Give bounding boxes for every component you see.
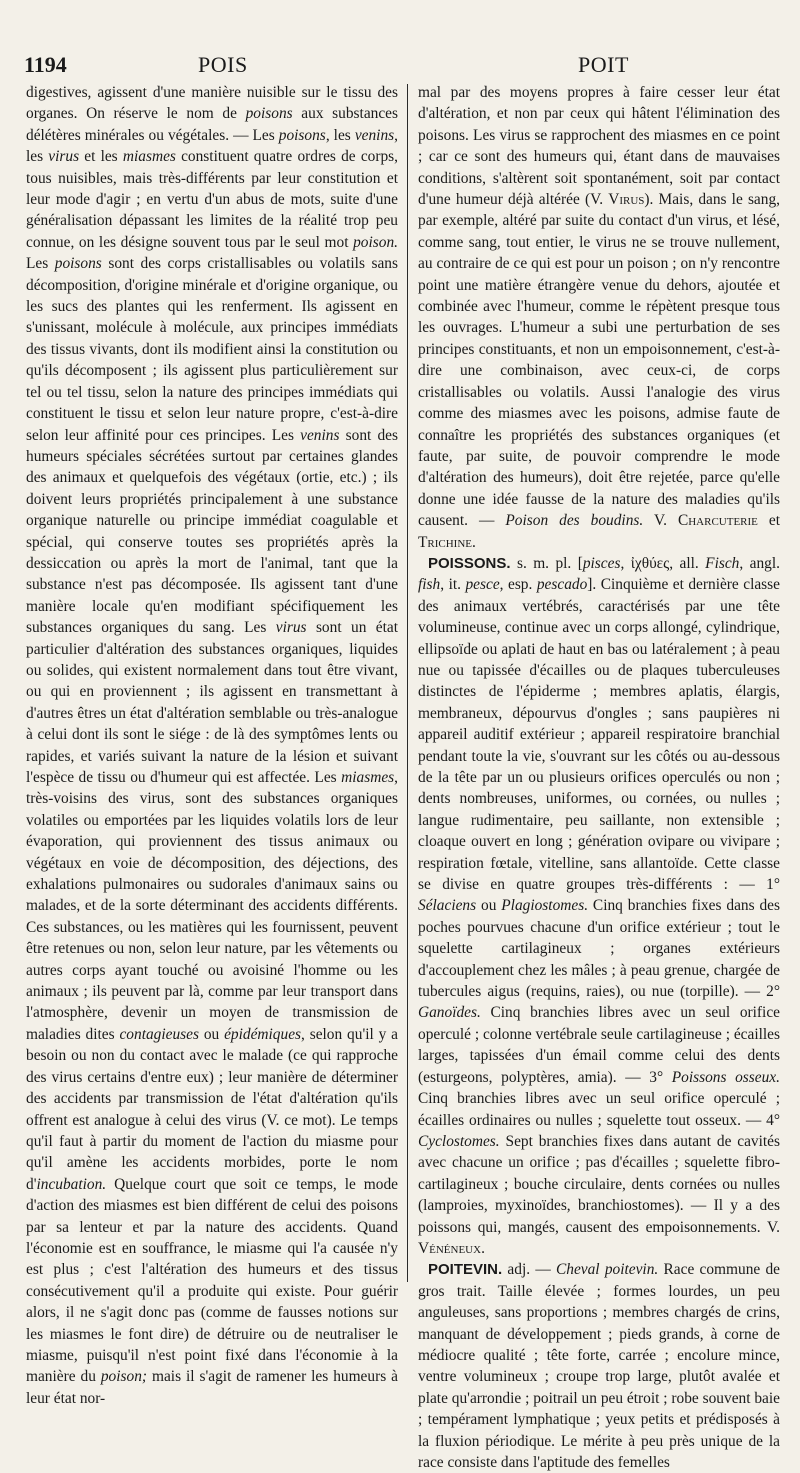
- poisons-continuation-paragraph: mal par des moyens propres à faire cesser leur état d'altération, et non par ceux qui hâtent l'élimination des poisons. Les virus se rapprochent des miasmes en ce point ; car ce sont des humeurs qui, étant dans de mauvaises conditions, s'altèrent soit spontanément, soit par contact d'une humeur déjà altérée (V. Virus). Mais, dans le sang, par exemple, altéré par suite du contact d'un virus, et lésé, comme sang, tout entier, le virus ne se trouve nullement, au contraire de ce qui est pour un poison ; on n'y rencontre point une matière étrangère venue du dehors, ajoutée et combinée avec l'humeur, comme le répètent presque tous les ouvrages. L'humeur a subi une perturbation de ses principes constituants, et non un empoisonnement, c'est-à-dire une combinaison, avec ceux-ci, de corps cristallisables ou volatils. Aussi l'analogie des virus comme des miasmes avec les poisons, admise faute de connaître les propriétés des substances organiques (et faute, par suite, de pouvoir comprendre le mode d'altération des humeurs), doit être rejetée, parce qu'elle donne une idée fausse de la nature des maladies qu'ils causent. — Poison des boudins. V. Charcuterie et Trichine.: [418, 84, 780, 551]
- headword-poitevin: POITEVIN.: [428, 1261, 503, 1279]
- poisons-definition-paragraph: digestives, agissent d'une manière nuisible sur le tissu des organes. On réserve le nom de poisons aux substances délétères minérales ou végétales. — Les poisons, les venins, les virus et les miasmes constituent quatre ordres de corps, tous nuisibles, mais très-différents par leur constitution et leur mode d'agir ; en vertu d'un abus de mots, suite d'une généralisation dépassant les limites de la réalité trop peu connue, on les désigne souvent tous par le seul mot poison. Les poisons sont des corps cristallisables ou volatils sans décomposition, d'origine minérale et d'origine organique, ou les sucs des plantes qui les renferment. Ils agissent en s'unissant, molécule à molécule, aux principes immédiats des tissus vivants, dont ils modifient ainsi la constitution ou qu'ils décomposent ; ils agissent plus particulièrement sur tel ou tel tissu, selon la nature des principes immédiats qui constituent le tissu et selon leur nature propre, c'est-à-dire selon leur affinité pour ces principes. Les venins sont des humeurs spéciales sécrétées surtout par certaines glandes des animaux et quelquefois des végétaux (ortie, etc.) ; ils doivent leurs propriétés principalement à une substance organique naturelle ou principe immédiat coagulable et spécial, qui conserve toutes ses propriétés après la dessiccation ou après la mort de l'animal, tant que la substance n'est pas décomposée. Ils agissent tant d'une manière locale qu'en modifiant spécifiquement les substances organiques du sang. Les virus sont un état particulier d'altération des substances organiques, liquides ou solides, qui existent normalement dans tout être vivant, ou qui en proviennent ; ils agissent en transmettant à d'autres êtres un état d'altération semblable ou très-analogue à celui dont ils sont le siége : de là des symptômes lents ou rapides, et variés suivant la nature de la lésion et suivant l'espèce de tissu ou d'humeur qui est affectée. Les miasmes, très-voisins des virus, sont des substances organiques volatiles ou emportées par les liquides volatils lors de leur évaporation, qui proviennent des tissus animaux ou végétaux en voie de décomposition, des déjections, des exhalations pulmonaires ou sudorales d'animaux sains ou malades, et de la sorte déterminant des accidents différents. Ces substances, ou les matières qui les fournissent, peuvent être retenues ou non, selon leur nature, par les vêtements ou autres corps ayant touché ou avoisiné l'homme ou les animaux ; ils peuvent par là, comme par leur transport dans l'atmosphère, devenir un moyen de transmission de maladies dites contagieuses ou épidémiques, selon qu'il y a besoin ou non du contact avec le malade (ce qui rapproche des virus certains d'entre eux) ; leur manière de déterminer des accidents par transmission de l'état d'altération qu'ils offrent est analogue à celui des virus (V. ce mot). Le temps qu'il faut à partir du moment de l'action du miasme pour qu'il amène les accidents morbides, porte le nom d'incubation. Quelque court que soit ce temps, le mode d'action des miasmes est bien différent de celui des poisons par sa lenteur et par la nature des accidents. Quand l'économie est en souffrance, le miasme qui l'a causée n'y est plus ; c'est l'altération des humeurs et des tissus consécutivement qu'il a produite qui existe. Pour guérir alors, il ne s'agit donc pas (comme de fausses notions sur les miasmes le font dire) de détruire ou de neutraliser le miasme, puisqu'il n'est point fixé dans l'économie à la manière du poison; mais il s'agit de ramener les humeurs à leur état nor-: [26, 84, 399, 1407]
- left-running-head: POIS: [198, 52, 248, 77]
- headword-poissons: POISSONS.: [428, 554, 511, 572]
- entry-poitevin: POITEVIN. adj. — Cheval poitevin. Race commune de gros trait. Taille élevée ; formes lourdes, un peu anguleuses, sans proportions ; membres chargés de crins, manquant de développement ; pieds grands, à corne de médiocre qualité ; tête forte, carrée ; encolure mince, ventre volumineux ; croupe trop large, plutôt avalée et plate qu'arrondie ; poitrail un peu étroit ; robe souvent baie ; tempérament lymphatique ; yeux petits et prédisposés à la fluxion périodique. Le mérite à peu près unique de la race consiste dans l'aptitude des femelles: [418, 1261, 780, 1471]
- right-column: [418, 82, 780, 1473]
- right-running-head: POIT: [578, 52, 629, 77]
- column-divider: [407, 84, 408, 1282]
- entry-poissons: POISSONS. s. m. pl. [pisces, ἰχθύες, all. Fisch, angl. fish, it. pesce, esp. pescado]. Cinquième et dernière classe des animaux vertébrés, caractérisés par une tête volumineuse, continue avec un corps allongé, cylindrique, ellipsoïde ou aplati de haut en bas ou latéralement ; à peau nue ou tapissée d'écailles ou de plaques tuberculeuses distinctes de l'épiderme ; membres aplatis, élargis, membraneux, dépourvus d'ongles ; sans paupières ni appareil auditif extérieur ; appareil respiratoire branchial pendant toute la vie, s'ouvrant sur les côtés ou au-dessous de la tête par un ou plusieurs orifices operculés ou non ; dents nombreuses, uniformes, ou cornées, ou nulles ; langue rudimentaire, peu saillante, non extensible ; cloaque ouvert en long ; génération ovipare ou vivipare ; respiration fœtale, vitelline, sans allantoïde. Cette classe se divise en quatre groupes très-différents : — 1° Sélaciens ou Plagiostomes. Cinq branchies fixes dans des poches pourvues chacune d'un orifice extérieur ; tout le squelette cartilagineux ; organes extérieurs d'accouplement chez les mâles ; à peau grenue, chargée de tubercules aigus (requins, raies), ou nue (torpille). — 2° Ganoïdes. Cinq branchies libres avec un seul orifice operculé ; colonne vertébrale seule cartilagineuse ; écailles larges, tapissées d'un émail comme celui des dents (esturgeons, polyptères, amia). — 3° Poissons osseux. Cinq branchies libres avec un seul orifice operculé ; écailles ordinaires ou nulles ; squelette tout osseux. — 4° Cyclostomes. Sept branchies fixes dans autant de cavités avec chacune un orifice ; pas d'écailles ; squelette fibro-cartilagineux ; bouche circulaire, dents cornées ou nulles (lamproies, myxinoïdes, branchiostomes). — Il y a des poissons qui, mangés, causent des empoisonnements. V. Vénéneux.: [418, 554, 780, 1257]
- left-column: [26, 82, 398, 1409]
- page-header: [0, 52, 800, 82]
- page-number: 1194: [24, 52, 67, 77]
